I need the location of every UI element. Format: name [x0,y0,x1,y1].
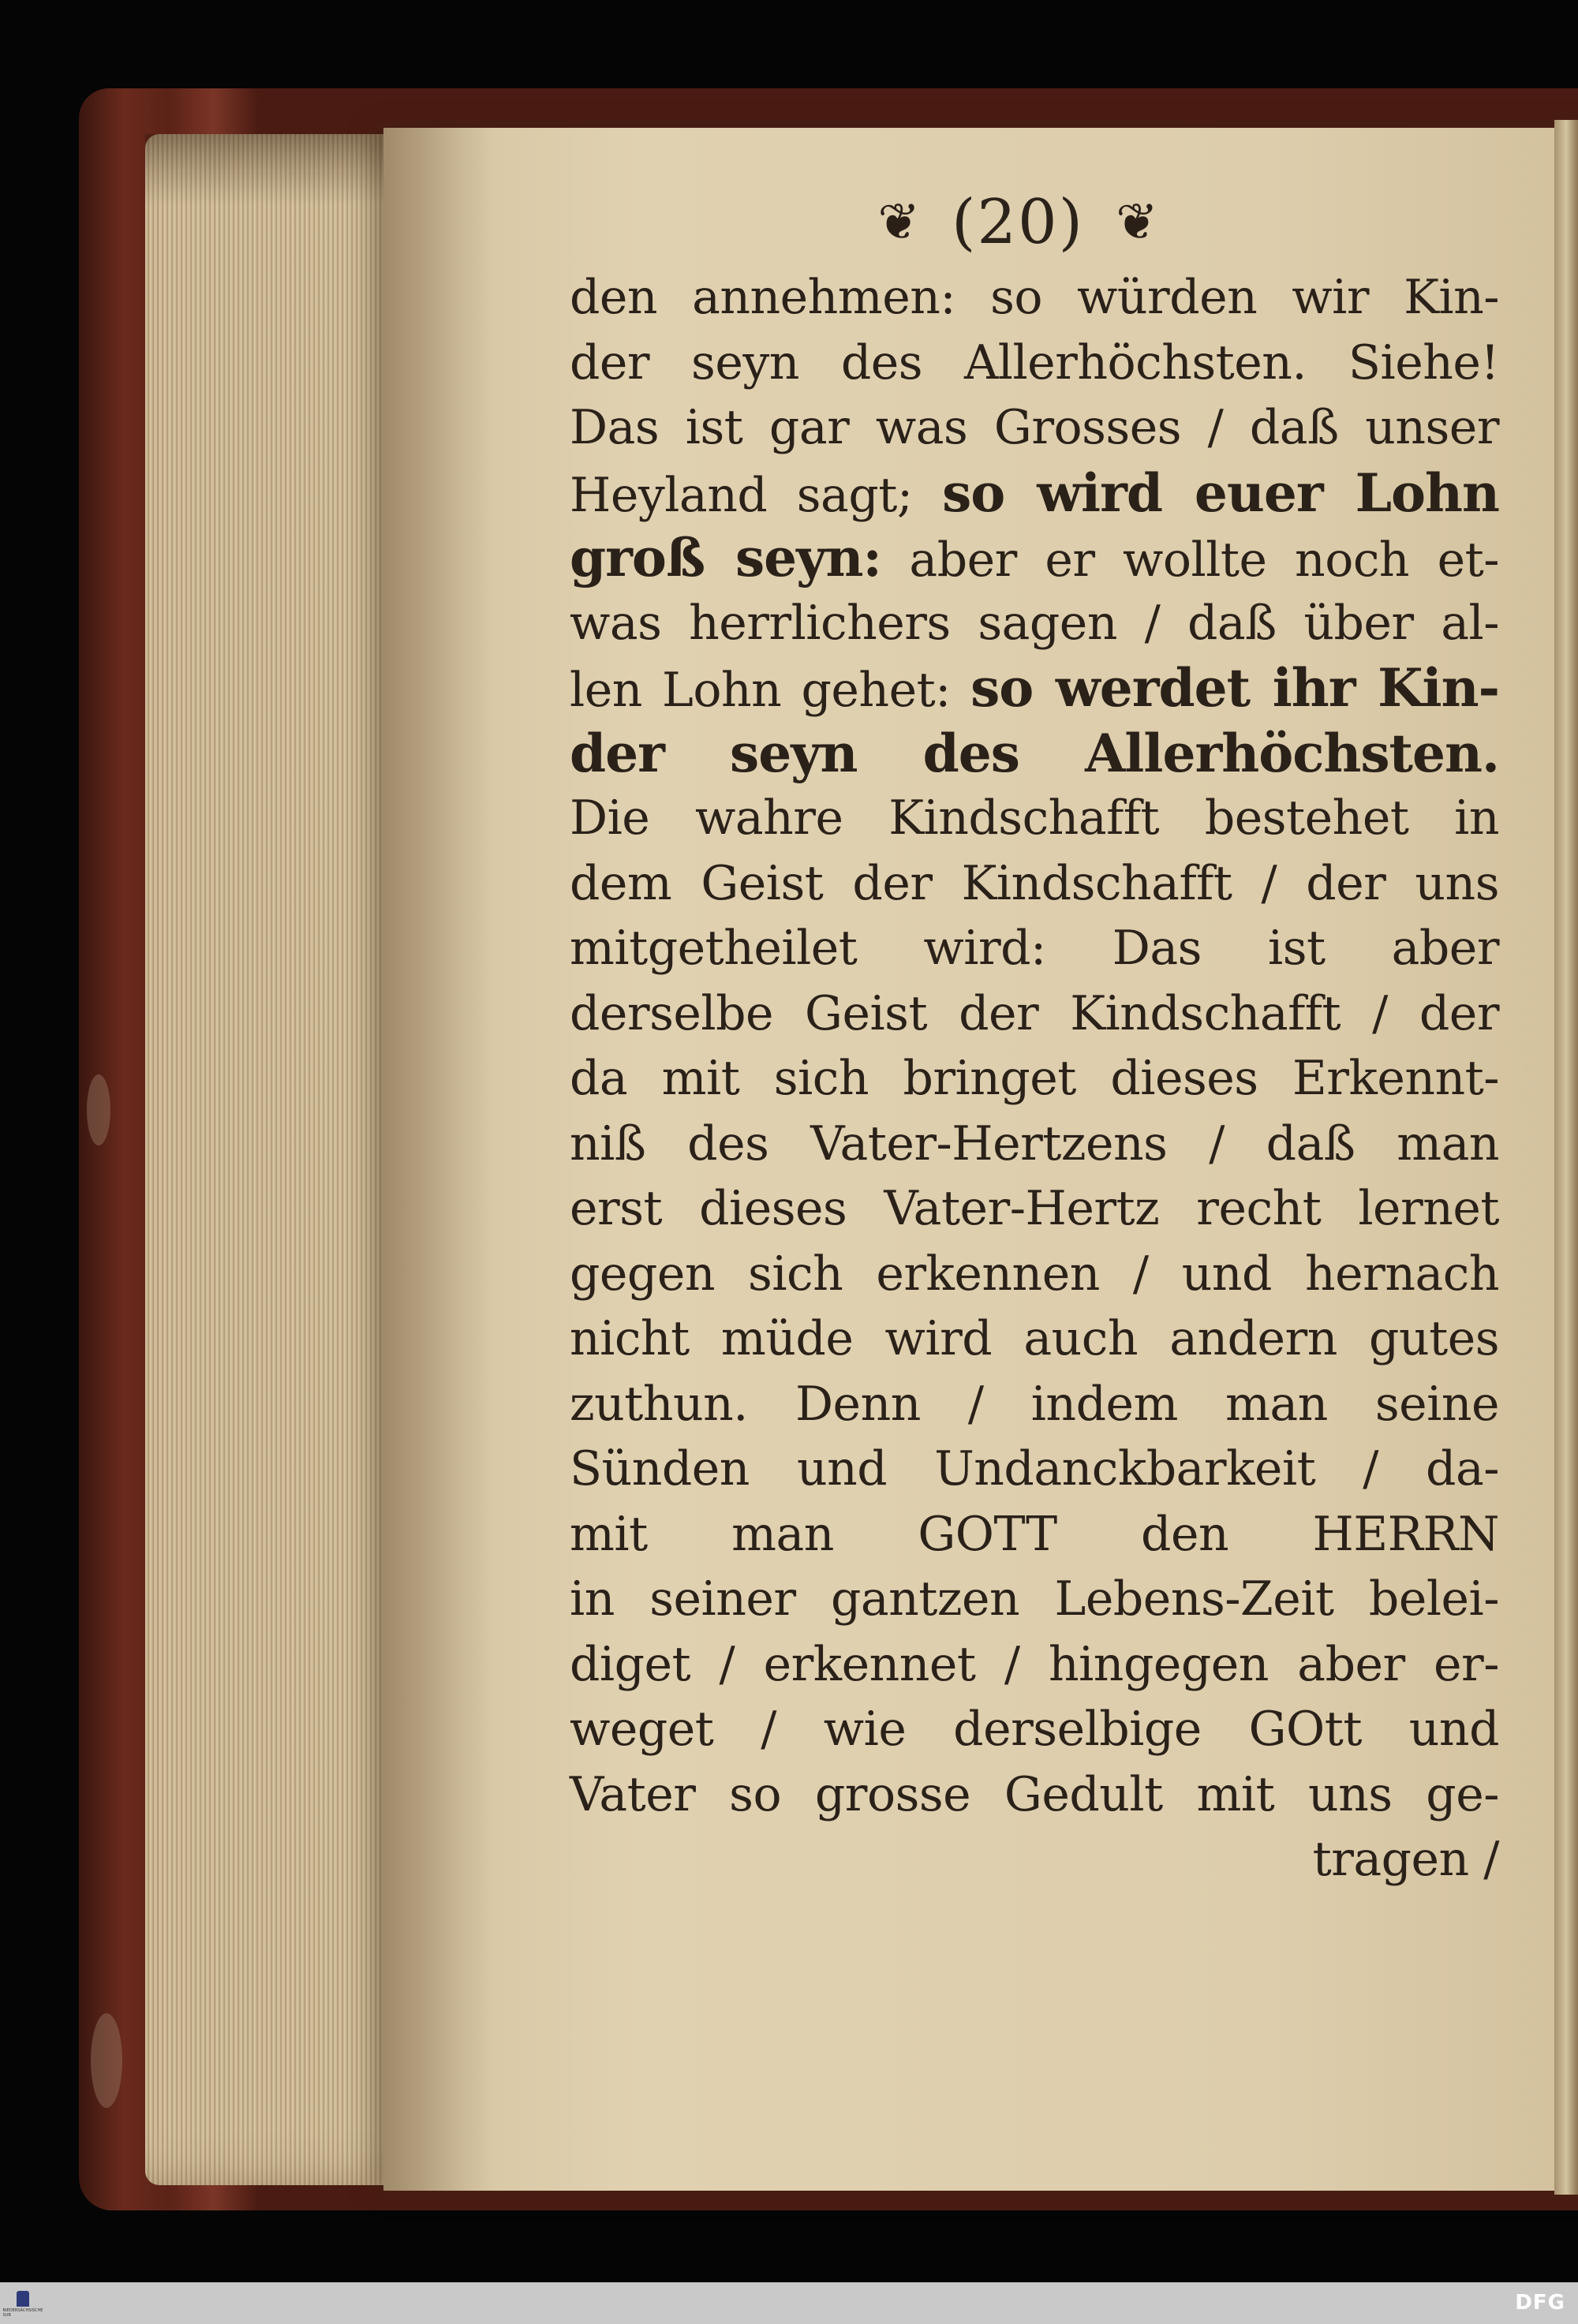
text-line: weget / wie derselbige GOtt und [570,1702,1499,1757]
text-line: Das ist gar was Grosses / daß unser [570,400,1499,455]
library-logo-icon [17,2291,29,2307]
viewer-footer-bar [0,2282,1578,2324]
gutter-shadow [383,128,494,2191]
text-line: nicht müde wird auch andern gutes [570,1311,1499,1366]
text-line: Die wahre Kindschafft bestehet in [570,790,1499,846]
catchword: tragen / [1312,1832,1499,1887]
text-segment: len Lohn gehet: [570,663,951,718]
emphasis-text: groß seyn: [570,527,881,588]
text-line: da mit sich bringet dieses Erkennt- [570,1051,1499,1106]
text-segment: aber er wollte noch et- [909,532,1499,588]
emphasis-text: so wird euer Lohn [942,461,1500,524]
ornament-right-icon: ❦ [1116,193,1158,252]
text-line: Vater so grosse Gedult mit uns ge- [570,1766,1499,1822]
text-line: niß des Vater-Hertzens / daß man [570,1115,1499,1171]
text-line: zuthun. Denn / indem man seine [570,1376,1499,1432]
dfg-logo[interactable]: DFG [1515,2291,1565,2315]
emphasis-text: so werdet ihr Kin- [970,657,1499,719]
text-line [570,461,1499,526]
text-line [570,656,1499,721]
library-logo[interactable] [2,2289,43,2319]
cover-wear-mark [91,2013,122,2108]
text-line: mitgetheilet wird: Das ist aber [570,921,1499,976]
facing-page-edge [1554,120,1578,2195]
text-line: mit man GOTT den HERRN [570,1506,1499,1562]
text-line: diget / erkennet / hingegen aber er- [570,1636,1499,1692]
emphasis-line: der seyn des Allerhöchsten. [570,722,1499,784]
body-text [570,265,1499,1892]
text-line: was herrlichers sagen / daß über al- [570,595,1499,651]
text-line: Sünden und Undanckbarkeit / da- [570,1441,1499,1496]
text-line: erst dieses Vater-Hertz recht lernet [570,1181,1499,1236]
text-line: derselbe Geist der Kindschafft / der [570,985,1499,1041]
text-line: den annehmen: so würden wir Kin- [570,270,1499,325]
text-line [570,525,1499,591]
text-line: der seyn des Allerhöchsten. Siehe! [570,334,1499,390]
running-head [797,183,1239,262]
cover-wear-mark [87,1074,110,1145]
ornament-left-icon: ❦ [877,193,920,252]
text-line: in seiner gantzen Lebens-Zeit belei- [570,1571,1499,1627]
text-line: gegen sich erkennen / und hernach [570,1246,1499,1302]
page-number: (20) [951,187,1085,258]
text-line: dem Geist der Kindschafft / der uns [570,855,1499,911]
text-segment: Heyland sagt; [570,467,913,523]
library-logo-caption: NIEDERSÄCHSISCHE SUB [2,2308,43,2318]
